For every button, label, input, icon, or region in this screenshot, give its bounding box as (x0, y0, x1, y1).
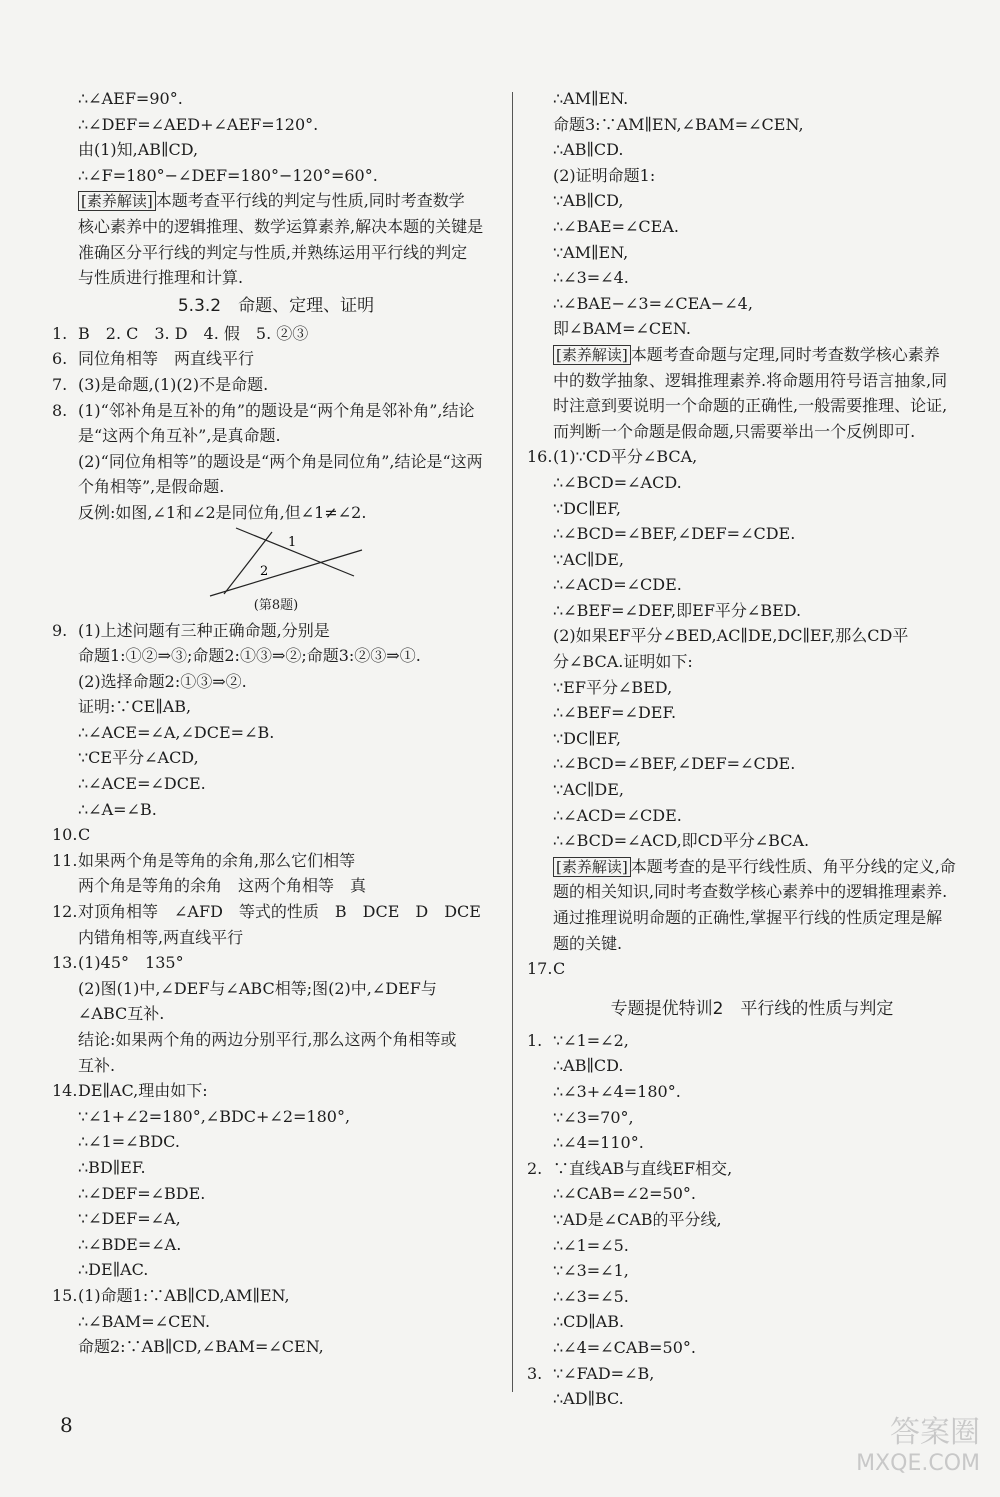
answer-17: 17.C (527, 959, 566, 979)
note-text: 本题考查的是平行线性质、角平分线的定义,命 (630, 856, 956, 876)
watermark-main: 答案圈 (890, 1415, 980, 1450)
line-text: ∵∠1=∠2, (553, 1030, 629, 1050)
watermark (810, 1407, 980, 1487)
line-text: ∵DC∥EF, (553, 728, 622, 748)
note-continuation-1 (52, 214, 500, 291)
question-number: 6. (52, 349, 68, 369)
answer-line (52, 423, 500, 449)
answer-line (527, 879, 977, 905)
line-text: DE∥AC,理由如下: (78, 1081, 208, 1101)
answer-line (52, 1181, 500, 1207)
answer-line (52, 112, 500, 138)
line-text: 中的数学抽象、逻辑推理素养.将命题用符号语言抽象,同 (553, 370, 948, 390)
answer-line (52, 694, 500, 720)
line-text: 对顶角相等 ∠AFD 等式的性质 B DCE D DCE (78, 902, 481, 922)
answer-line (527, 521, 977, 547)
line-text: 准确区分平行线的判定与性质,并熟练运用平行线的判定 (78, 242, 468, 262)
line-text: ∵AB∥CD, (553, 191, 624, 211)
answer-line (527, 240, 977, 266)
left-column (52, 86, 500, 1360)
line-text: 命题3:∵AM∥EN,∠BAM=∠CEN, (553, 114, 804, 134)
line-text: 即∠BAM=∠CEN. (553, 319, 691, 339)
left-lines-c (52, 618, 500, 1360)
line-text: (2)图(1)中,∠DEF与∠ABC相等;图(2)中,∠DEF与 (78, 978, 437, 998)
answer-line (52, 1078, 500, 1104)
answer-line (527, 1053, 977, 1079)
line-text: ∵AC∥DE, (553, 549, 624, 569)
answer-line (527, 1309, 977, 1335)
line-text: ∵直线AB与直线EF相交, (553, 1158, 733, 1178)
note-paragraph-1 (52, 188, 500, 214)
line-text: ∵DC∥EF, (553, 498, 622, 518)
line-text: 命题1:①②⇒③;命题2:①③⇒②;命题3:②③⇒①. (78, 646, 421, 666)
watermark-sub: MXQE.COM (856, 1451, 980, 1476)
answer-line (52, 163, 500, 189)
answer-line (52, 321, 500, 347)
line-text: ∵∠3=70°, (553, 1107, 634, 1127)
line-text: ∵∠FAD=∠B, (553, 1363, 655, 1383)
answer-line (52, 899, 500, 925)
line-text: 两个角是等角的余角 这两个角相等 真 (78, 876, 367, 896)
question-number: 1. (52, 323, 68, 343)
answer-line (527, 444, 977, 470)
question-number: 7. (52, 374, 68, 394)
answer-line (52, 240, 500, 266)
answer-line (527, 1181, 977, 1207)
answer-line (527, 265, 977, 291)
question-number: 2. (527, 1158, 543, 1178)
answer-line (52, 214, 500, 240)
answer-line (527, 1079, 977, 1105)
line-text: ∴∠1=∠5. (553, 1235, 629, 1255)
note-text: 本题考查平行线的判定与性质,同时考查数学 (155, 191, 465, 211)
answer-line (52, 1053, 500, 1079)
answer-line (52, 1104, 500, 1130)
line-text: 题的相关知识,同时考查数学核心素养中的逻辑推理素养. (553, 882, 948, 902)
answer-line (527, 547, 977, 573)
answer-line (527, 1335, 977, 1361)
question-number: 15. (52, 1285, 78, 1305)
answer-line (52, 1257, 500, 1283)
answer-line (527, 598, 977, 624)
answer-line (52, 398, 500, 424)
answer-line (527, 777, 977, 803)
line-text: ∴∠ACE=∠DCE. (78, 774, 206, 794)
line-text: 通过推理说明命题的正确性,掌握平行线的性质定理是解 (553, 908, 943, 927)
answer-line (52, 643, 500, 669)
answer-line (52, 1283, 500, 1309)
answer-line (527, 1361, 977, 1387)
answer-line (52, 669, 500, 695)
answer-line (527, 931, 977, 957)
line-text: ∴∠BCD=∠ACD,即CD平分∠BCA. (553, 831, 810, 851)
answer-line (52, 618, 500, 644)
answer-line (52, 1001, 500, 1027)
answer-line (52, 745, 500, 771)
line-text: ∴∠AEF=90°. (78, 89, 183, 108)
page-number: 8 (60, 1413, 73, 1437)
answer-line (52, 372, 500, 398)
angle-label-1: 1 (288, 534, 297, 550)
question-number: 12. (52, 902, 78, 922)
line-text: 个角相等”,是假命题. (78, 477, 225, 497)
note-tag: [素养解读] (553, 857, 631, 877)
line-text: ∵AD是∠CAB的平分线, (553, 1209, 722, 1229)
line-text: (2)“同位角相等”的题设是“两个角是同位角”,结论是“这两 (78, 451, 483, 471)
note-paragraph-3 (527, 854, 977, 880)
angle-label-2: 2 (260, 563, 269, 579)
line-text: ∴∠BAM=∠CEN. (78, 1311, 211, 1331)
line-text: (2)证明命题1: (553, 165, 656, 185)
line-text: ∴∠CAB=∠2=50°. (553, 1184, 696, 1204)
answer-line (52, 1129, 500, 1155)
line-text: ∴∠4=110°. (553, 1133, 644, 1153)
answer-line (527, 316, 977, 342)
answer-line (527, 86, 977, 112)
line-text: ∴∠A=∠B. (78, 799, 157, 819)
line-text: 内错角相等,两直线平行 (78, 927, 244, 947)
answer-line (52, 1027, 500, 1053)
line-text: 同位角相等 两直线平行 (78, 349, 255, 369)
line-text: ∴CD∥AB. (553, 1312, 625, 1332)
line-text: 是“这两个角互补”,是真命题. (78, 426, 281, 446)
figure-q8 (52, 526, 500, 618)
section-title-special-training: 专题提优特训2 平行线的性质与判定 (610, 998, 894, 1019)
line-text: B 2. C 3. D 4. 假 5. ②③ (78, 323, 309, 343)
line-text: ∵AM∥EN, (553, 242, 629, 262)
question-number: 16. (527, 447, 553, 467)
note-continuation-3 (527, 879, 977, 956)
line-text: ∴∠4=∠CAB=50°. (553, 1337, 696, 1357)
line-text: 由(1)知,AB∥CD, (78, 140, 199, 160)
line-text: ∴∠3=∠4. (553, 268, 629, 288)
line-text: ∵CE平分∠ACD, (78, 748, 199, 768)
right-column (527, 86, 977, 1412)
line-text: ∴∠ACD=∠CDE. (553, 575, 682, 595)
answer-line (527, 496, 977, 522)
line-text: ∴∠3=∠5. (553, 1286, 629, 1306)
answer-line (52, 1155, 500, 1181)
answer-line (527, 828, 977, 854)
answer-line (527, 623, 977, 649)
answer-line (527, 1233, 977, 1259)
line-text: (1)45° 135° (78, 953, 184, 973)
line-text: 分∠BCA.证明如下: (553, 652, 693, 672)
question-number: 9. (52, 620, 68, 640)
line-text: ∵EF平分∠BED, (553, 677, 673, 697)
answer-line (527, 112, 977, 138)
transversal-line (210, 550, 362, 596)
line-text: (1)“邻补角是互补的角”的题设是“两个角是邻补角”,结论 (78, 400, 475, 420)
answer-line (52, 976, 500, 1002)
answer-line (527, 470, 977, 496)
line-text: (1)命题1:∵AB∥CD,AM∥EN, (78, 1285, 290, 1305)
line-text: (2)选择命题2:①③⇒②. (78, 671, 247, 691)
line-text: ∴AB∥CD. (553, 1056, 624, 1076)
answer-line (52, 848, 500, 874)
line-text: 如果两个角是等角的余角,那么它们相等 (78, 850, 356, 870)
answer-line (52, 86, 500, 112)
answer-line (527, 1130, 977, 1156)
answer-line (52, 797, 500, 823)
line-text: 命题2:∵AB∥CD,∠BAM=∠CEN, (78, 1337, 324, 1357)
line-text: (1)上述问题有三种正确命题,分别是 (78, 620, 330, 640)
line-text: ∴∠ACE=∠A,∠DCE=∠B. (78, 722, 275, 742)
line-text: ∴∠BAE=∠CEA. (553, 216, 679, 236)
answer-line (52, 950, 500, 976)
line-text: 结论:如果两个角的两边分别平行,那么这两个角相等或 (78, 1030, 457, 1049)
answer-line (527, 291, 977, 317)
answer-line (527, 163, 977, 189)
line-text: 与性质进行推理和计算. (78, 268, 244, 288)
answer-line (527, 700, 977, 726)
answer-line (527, 803, 977, 829)
line-text: ∴BD∥EF. (78, 1157, 146, 1177)
question-number: 11. (52, 850, 78, 870)
answer-line (527, 751, 977, 777)
line-text: ∵∠1+∠2=180°,∠BDC+∠2=180°, (78, 1106, 351, 1126)
line-text: ∴∠3+∠4=180°. (553, 1081, 681, 1101)
answer-line (52, 346, 500, 372)
answer-line (527, 419, 977, 445)
right-lines-b (527, 444, 977, 854)
line-text: ∴∠DEF=∠BDE. (78, 1183, 206, 1203)
answer-line (527, 1207, 977, 1233)
line-text: ∴∠BCD=∠BEF,∠DEF=∠CDE. (553, 524, 796, 544)
line-text: ∴∠BCD=∠BEF,∠DEF=∠CDE. (553, 754, 796, 774)
answer-line (527, 137, 977, 163)
line-text: ∴∠BDE=∠A. (78, 1234, 182, 1254)
line-text: ∴∠F=180°−∠DEF=180°−120°=60°. (78, 165, 378, 185)
right-lines-a (527, 86, 977, 342)
line-text: ∴∠DEF=∠AED+∠AEF=120°. (78, 114, 319, 134)
line-text: ∴AB∥CD. (553, 140, 624, 160)
angle-figure (202, 526, 372, 598)
answer-line (527, 649, 977, 675)
note-continuation-2 (527, 368, 977, 445)
line-text: (3)是命题,(1)(2)不是命题. (78, 374, 269, 394)
question-number: 3. (527, 1363, 543, 1383)
line-text: ∵∠DEF=∠A, (78, 1209, 181, 1229)
line-text: ∴∠ACD=∠CDE. (553, 805, 682, 825)
left-lines-b (52, 321, 500, 526)
answer-line (527, 368, 977, 394)
line-text: ∵∠3=∠1, (553, 1261, 629, 1281)
answer-line (52, 449, 500, 475)
line-text: ∴AM∥EN. (553, 89, 629, 108)
answer-line (52, 137, 500, 163)
answer-line (527, 214, 977, 240)
question-number: 10. (52, 825, 78, 845)
answer-line (52, 1309, 500, 1335)
line-text: 反例:如图,∠1和∠2是同位角,但∠1≠∠2. (78, 502, 367, 522)
column-divider (512, 92, 513, 1392)
line-text: 核心素养中的逻辑推理、数学运算素养,解决本题的关键是 (78, 216, 484, 236)
line-text: C (78, 825, 91, 845)
answer-line (52, 1334, 500, 1360)
note-text: 本题考查命题与定理,同时考查数学核心素养 (630, 344, 940, 364)
left-lines-a (52, 86, 500, 188)
answer-line (527, 1105, 977, 1131)
section-title-5-3-2: 5.3.2 命题、定理、证明 (177, 295, 375, 316)
answer-line (527, 1028, 977, 1054)
line-text: 时注意到要说明一个命题的正确性,一般需要推理、论证, (553, 396, 948, 416)
line-text: ∴∠BCD=∠ACD. (553, 472, 682, 492)
answer-line (527, 572, 977, 598)
answer-line (52, 1232, 500, 1258)
figure-caption: (第8题) (253, 597, 299, 613)
line-text: ∴∠1=∠BDC. (78, 1132, 180, 1152)
note-paragraph-2 (527, 342, 977, 368)
answer-line (527, 675, 977, 701)
line-text: (1)∵CD平分∠BCA, (553, 447, 698, 467)
line-text: ∴AD∥BC. (553, 1389, 624, 1409)
answer-line (527, 905, 977, 931)
answer-line (52, 1206, 500, 1232)
question-number: 8. (52, 400, 68, 420)
answer-line (52, 925, 500, 951)
line-text: ∴DE∥AC. (78, 1260, 149, 1280)
question-number: 14. (52, 1081, 78, 1101)
answer-line (52, 822, 500, 848)
answer-line (527, 726, 977, 752)
line-text: 证明:∵CE∥AB, (78, 697, 192, 717)
answer-line (52, 873, 500, 899)
question-number: 13. (52, 953, 78, 973)
line-text: 而判断一个命题是假命题,只需要举出一个反例即可. (553, 421, 916, 441)
answer-line (527, 1284, 977, 1310)
note-tag: [素养解读] (78, 191, 156, 211)
answer-line (52, 771, 500, 797)
answer-line (527, 393, 977, 419)
answer-line (527, 1156, 977, 1182)
answer-line (52, 720, 500, 746)
answer-line (527, 1258, 977, 1284)
question-number: 1. (527, 1030, 543, 1050)
line-text: ∠ABC互补. (78, 1004, 165, 1024)
answer-line (52, 500, 500, 526)
answer-line (527, 188, 977, 214)
line-text: 互补. (78, 1055, 116, 1075)
line-text: (2)如果EF平分∠BED,AC∥DE,DC∥EF,那么CD平 (553, 626, 909, 646)
answer-line (52, 474, 500, 500)
line-text: ∵AC∥DE, (553, 780, 624, 800)
line-text: ∴∠BEF=∠DEF,即EF平分∠BED. (553, 600, 802, 620)
line-text: ∴∠BAE−∠3=∠CEA−∠4, (553, 293, 753, 313)
note-tag: [素养解读] (553, 345, 631, 365)
line-text: ∴∠BEF=∠DEF. (553, 703, 677, 723)
right-lines-c (527, 1028, 977, 1412)
line-text: 题的关键. (553, 933, 623, 953)
answer-line (52, 265, 500, 291)
